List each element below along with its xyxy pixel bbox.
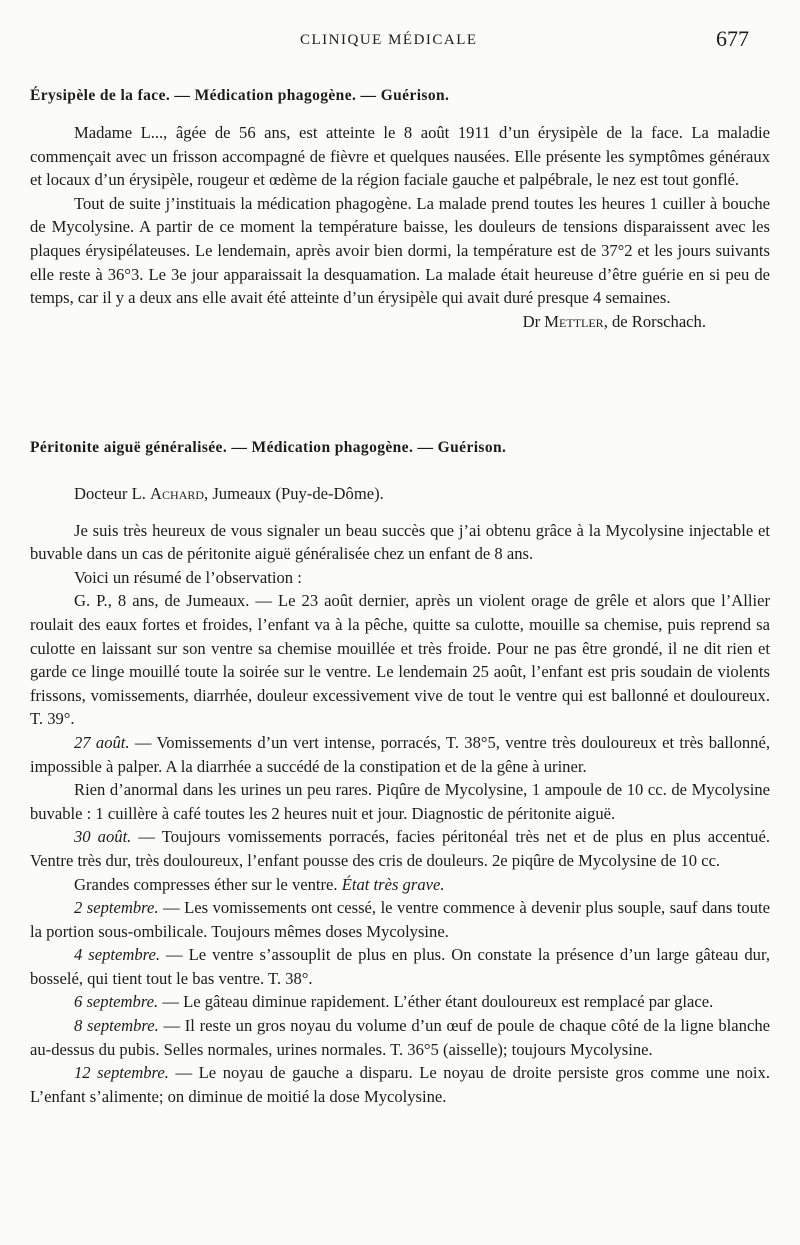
paragraph: Tout de suite j’instituais la médication phagogène. La malade prend toutes les heures 1 cuiller à bouche de Mycolysine. A partir de ce moment la température baisse, les douleurs de tensions disparaissent avec les plaques érysipélateuses. Le lendemain, après avoir bien dormi, la température est de 37°2 et les jours suivants elle reste à 36°3. Le 3e jour apparaissait la desquamation. La malade était heureuse d’être guérie en si peu de temps, car il y a deux ans elle avait été atteinte d’un érysipèle qui avait duré presque 4 semaines. bbox=[30, 193, 770, 308]
entry-text: — Les vomissements ont cessé, le ventre commence à devenir plus souple, sauf dans toute la portion sous-ombilicale. Toujours mêmes doses Mycolysine. bbox=[30, 898, 770, 941]
entry-text: — Le noyau de gauche a disparu. Le noyau de droite persiste gros comme une noix. L’enfant s’alimente; on diminue de moitié la dose Mycolysine. bbox=[30, 1063, 770, 1106]
entry-date: 27 août. bbox=[74, 732, 130, 752]
letter-place: , Jumeaux (Puy-de-Dôme). bbox=[204, 484, 384, 503]
section-title: Érysipèle de la face. — Médication phagogène. — Guérison. bbox=[30, 87, 450, 104]
section-title: Péritonite aiguë généralisée. — Médication phagogène. — Guérison. bbox=[30, 439, 507, 456]
dated-entry bbox=[30, 990, 770, 1014]
page-number: 677 bbox=[716, 26, 749, 51]
state-text: État très grave. bbox=[341, 874, 445, 894]
paragraph: Voici un résumé de l’observation : bbox=[74, 567, 302, 587]
signature bbox=[30, 310, 770, 334]
entry-date: 4 septembre. bbox=[74, 945, 161, 965]
paragraph: Je suis très heureux de vous signaler un beau succès que j’ai obtenu grâce à la Mycolysine injectable et buvable dans un cas de péritonite aiguë généralisée chez un enfant de 8 ans. bbox=[30, 520, 770, 564]
paragraph: Rien d’anormal dans les urines un peu rares. Piqûre de Mycolysine, 1 ampoule de 10 cc. de Mycolysine buvable : 1 cuillère à café toutes les 2 heures nuit et jour. Diagnostic de péritonite aiguë. bbox=[30, 780, 770, 823]
letter-name: Achard bbox=[150, 484, 205, 503]
dated-entry bbox=[30, 1014, 770, 1061]
dated-entry bbox=[30, 731, 770, 778]
paragraph bbox=[30, 873, 770, 897]
signature-prefix: Dr bbox=[522, 311, 541, 331]
paragraph: Madame L..., âgée de 56 ans, est atteinte le 8 août 1911 d’un érysipèle de la face. La maladie commençait avec un frisson accompagné de fièvre et quelques nausées. Elle présente les symptômes généraux et locaux d’un érysipèle, rougeur et œdème de la région faciale gauche et palpébrale, le nez est tout gonflé. bbox=[30, 123, 770, 190]
running-head bbox=[0, 26, 800, 56]
entry-date: 12 septembre. bbox=[74, 1063, 169, 1083]
entry-text: — Vomissements d’un vert intense, porracés, T. 38°5, ventre très douloureux et très ballonné, impossible à palper. A la diarrhée a succédé de la constipation et de la gêne à uriner. bbox=[30, 732, 770, 776]
letter-prefix: Docteur L. bbox=[74, 484, 146, 503]
entry-text: — Il reste un gros noyau du volume d’un œuf de poule de chaque côté de la ligne blanche au-dessus du pubis. Selles normales, urines normales. T. 36°5 (aisselle); toujours Mycolysine. bbox=[30, 1016, 770, 1059]
entry-date: 30 août. bbox=[74, 827, 132, 847]
section-peritonite bbox=[30, 436, 770, 1108]
dated-entry bbox=[30, 825, 770, 872]
letter-heading bbox=[30, 482, 770, 506]
running-title: CLINIQUE MÉDICALE bbox=[300, 32, 478, 48]
entry-text: — Toujours vomissements porracés, facies péritonéal très net et de plus en plus accentué. Ventre très dur, très douloureux, l’enfant pousse des cris de douleurs. 2e piqûre de Mycolysine de 10 cc. bbox=[30, 827, 770, 870]
dated-entry bbox=[30, 943, 770, 990]
signature-place: , de Rorschach. bbox=[603, 311, 706, 331]
section-body bbox=[30, 121, 770, 310]
entry-text: — Le ventre s’assouplit de plus en plus. On constate la présence d’un large gâteau dur, bosselé, qui tient tout le bas ventre. T. 38°. bbox=[30, 945, 770, 988]
dated-entry bbox=[30, 896, 770, 943]
entry-text: — Le gâteau diminue rapidement. L’éther étant douloureux est remplacé par glace. bbox=[158, 992, 714, 1012]
section-body bbox=[30, 482, 770, 1108]
paragraph: G. P., 8 ans, de Jumeaux. — Le 23 août dernier, après un violent orage de grêle et alors que l’Allier roulait des eaux fortes et froides, l’enfant va à la pêche, quitte sa culotte, mouille sa chemise, puis reprend sa culotte en laissant sur son ventre sa chemise mouillée et très froide. Pour ne pas être grondé, il ne dit rien et garde ce linge mouillé toute la soirée sur le ventre. Le lendemain 25 août, l’enfant est pris soudain de violents frissons, vomissements, diarrhée, douleur excessivement vive de tout le ventre qui est ballonné et douloureux. T. 39°. bbox=[30, 591, 770, 729]
entry-date: 8 septembre. bbox=[74, 1016, 159, 1036]
signature-name: Mettler bbox=[544, 311, 604, 331]
dated-entry bbox=[30, 1061, 770, 1108]
entry-date: 6 septembre. bbox=[74, 992, 159, 1012]
compresses-text: Grandes compresses éther sur le ventre. bbox=[74, 874, 338, 894]
entry-date: 2 septembre. bbox=[74, 898, 159, 918]
section-erysipele bbox=[30, 84, 770, 334]
